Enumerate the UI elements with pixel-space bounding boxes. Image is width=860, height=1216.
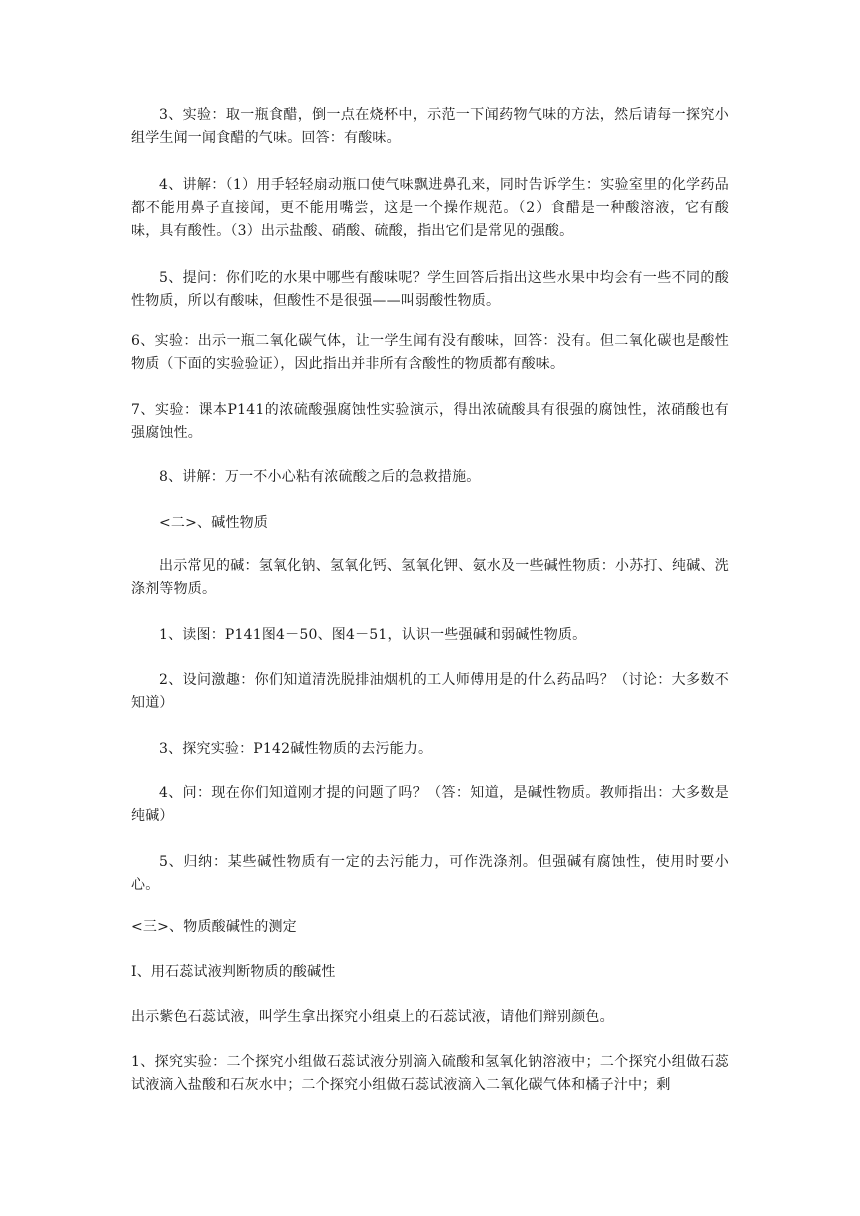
paragraph-12: 5、归纳：某些碱性物质有一定的去污能力，可作洗涤剂。但强碱有腐蚀性，使用时要小心。: [131, 854, 729, 893]
paragraph-5: 7、实验：课本P141的浓硫酸强腐蚀性实验演示，得出浓硫酸具有很强的腐蚀性，浓硝酸也有强腐蚀性。: [131, 402, 729, 441]
paragraph-2: 4、讲解：（1）用手轻轻扇动瓶口使气味飘进鼻孔来，同时告诉学生：实验室里的化学药品都不能用鼻子直接闻，更不能用嘴尝，这是一个操作规范。（2）食醋是一种酸溶液，它有酸味，具有酸性。（3）出示盐酸、硝酸、硫酸，指出它们是常见的强酸。: [131, 177, 729, 239]
subsection-heading-litmus: Ⅰ、用石蕊试液判断物质的酸碱性: [131, 964, 336, 980]
paragraph-9: 2、设问激趣：你们知道清洗脱排油烟机的工人师傅用是的什么药品吗？（讨论：大多数不知道）: [131, 672, 729, 711]
paragraph-7: 出示常见的碱：氢氧化钠、氢氧化钙、氢氧化钾、氨水及一些碱性物质：小苏打、纯碱、洗涤剂等物质。: [131, 558, 729, 597]
paragraph-4: 6、实验：出示一瓶二氧化碳气体，让一学生闻有没有酸味，回答：没有。但二氧化碳也是酸性物质（下面的实验验证），因此指出并非所有含酸性的物质都有酸味。: [131, 333, 729, 372]
paragraph-13: 出示紫色石蕊试液，叫学生拿出探究小组桌上的石蕊试液，请他们辩别颜色。: [131, 1009, 614, 1025]
paragraph-14: 1、探究实验：二个探究小组做石蕊试液分别滴入硫酸和氢氧化钠溶液中；二个探究小组做石蕊试液滴入盐酸和石灰水中；二个探究小组做石蕊试液滴入二氧化碳气体和橘子汁中；剩: [131, 1054, 729, 1093]
section-heading-alkaline: <二>、碱性物质: [159, 515, 269, 531]
paragraph-8: 1、读图：P141图4－50、图4－51，认识一些强碱和弱碱性物质。: [159, 627, 587, 643]
paragraph-1: 3、实验：取一瓶食醋，倒一点在烧杯中，示范一下闻药物气味的方法，然后请每一探究小组学生闻一闻食醋的气味。回答：有酸味。: [131, 107, 729, 146]
paragraph-3: 5、提问：你们吃的水果中哪些有酸味呢？学生回答后指出这些水果中均会有一些不同的酸性物质，所以有酸味，但酸性不是很强——叫弱酸性物质。: [131, 270, 729, 309]
paragraph-11: 4、问：现在你们知道刚才提的问题了吗？（答：知道，是碱性物质。教师指出：大多数是纯碱）: [131, 785, 729, 824]
paragraph-10: 3、探究实验：P142碱性物质的去污能力。: [159, 741, 433, 757]
paragraph-6: 8、讲解：万一不小心粘有浓硫酸之后的急救措施。: [159, 469, 481, 485]
section-heading-measurement: <三>、物质酸碱性的测定: [131, 919, 297, 935]
